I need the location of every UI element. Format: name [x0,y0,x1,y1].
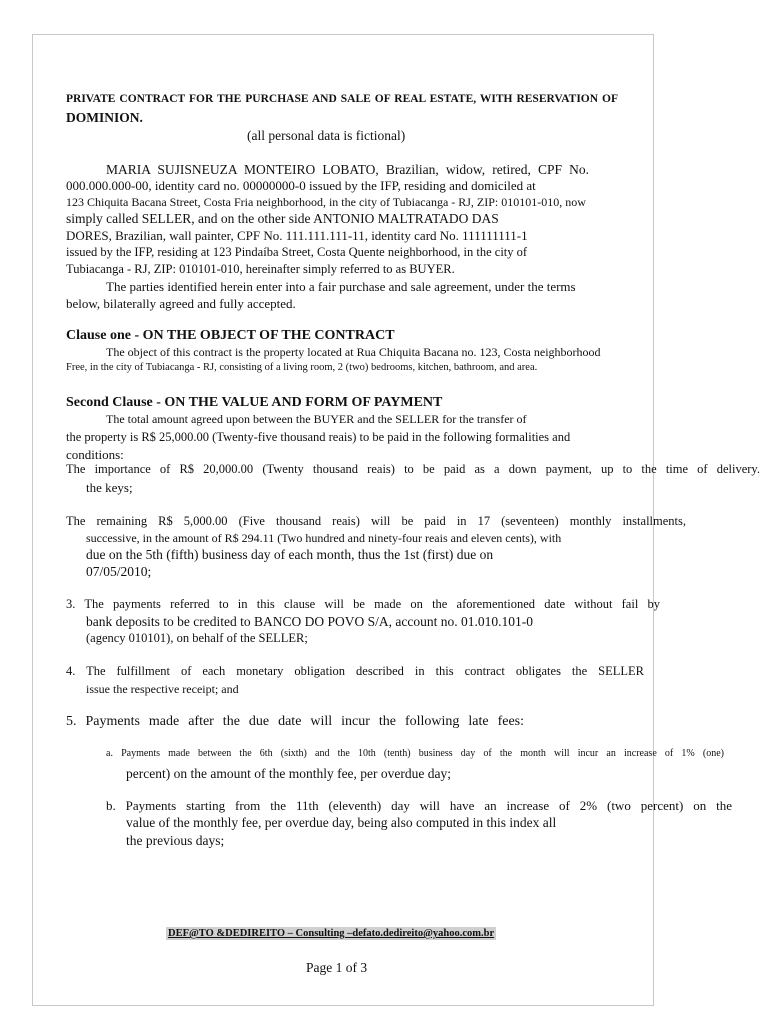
document-title: PRIVATE CONTRACT FOR THE PURCHASE AND SALE OF REAL ESTATE, WITH RESERVATION OF [66,93,618,105]
payment-item-2-line-3: due on the 5th (fifth) business day of each month, thus the 1st (first) due on [86,547,494,562]
payment-item-4-line-1: 4. The fulfillment of each monetary obligation described in this contract obligates the SELLER [66,664,644,678]
payment-item-3-line-2: bank deposits to be credited to BANCO DO POVO S/A, account no. 01.010.101-0 [86,614,533,629]
clause-two-line-2: the property is R$ 25,000.00 (Twenty-five thousand reais) to be paid in the following formalities and [66,430,571,444]
late-fee-b-line-1: b. Payments starting from the 11th (eleventh) day will have an increase of 2% (two percent) on the [106,798,732,813]
page-number: Page 1 of 3 [306,960,368,975]
payment-item-2-line-1: The remaining R$ 5,000.00 (Five thousand reais) will be paid in 17 (seventeen) monthly installments, [66,514,686,528]
clause-two-line-1: The total amount agreed upon between the BUYER and the SELLER for the transfer of [106,412,527,426]
parties-line-5: DORES, Brazilian, wall painter, CPF No. 111.111.111-11, identity card No. 111111111-1 [66,228,528,243]
fictional-note: (all personal data is fictional) [247,128,406,143]
late-fee-b-line-3: the previous days; [126,833,225,848]
clause-two-line-3: conditions: [66,447,124,462]
clause-two-heading: Second Clause - ON THE VALUE AND FORM OF PAYMENT [66,395,443,410]
payment-item-2-line-4: 07/05/2010; [86,564,152,579]
clause-one-heading: Clause one - ON THE OBJECT OF THE CONTRACT [66,328,395,343]
clause-one-line-2: Free, in the city of Tubiacanga - RJ, consisting of a living room, 2 (two) bedrooms, kitchen, bathroom, and area. [66,362,538,373]
late-fee-a-line-2: percent) on the amount of the monthly fee, per overdue day; [126,766,452,781]
footer-contact: DEF@TO &DEDIREITO – Consulting –defato.dedireito@yahoo.com.br [168,928,495,939]
parties-line-2: 000.000.000-00, identity card no. 00000000-0 issued by the IFP, residing and domiciled at [66,178,536,193]
late-fee-a-line-1: a. Payments made between the 6th (sixth) and the 10th (tenth) business day of the month will incur an increase of 1% (one) [106,748,724,759]
document-title-cont: DOMINION. [66,110,143,125]
parties-line-1: MARIA SUJISNEUZA MONTEIRO LOBATO, Brazilian, widow, retired, CPF No. [106,162,589,177]
clause-one-line-1: The object of this contract is the property located at Rua Chiquita Bacana no. 123, Costa neighborhood [106,345,601,359]
parties-line-7: Tubiacanga - RJ, ZIP: 010101-010, hereinafter simply referred to as BUYER. [66,262,455,276]
payment-item-4-line-2: issue the respective receipt; and [86,682,239,696]
payment-item-1-line-1: The importance of R$ 20,000.00 (Twenty thousand reais) to be paid as a down payment, up to the time of delivery. [66,462,760,476]
parties-line-9: below, bilaterally agreed and fully accepted. [66,296,296,311]
payment-item-1-line-2: the keys; [86,480,133,495]
parties-line-3: 123 Chiquita Bacana Street, Costa Fria neighborhood, in the city of Tubiacanga - RJ, ZIP: 010101-010, now [66,195,586,209]
parties-line-8: The parties identified herein enter into a fair purchase and sale agreement, under the terms [106,279,576,294]
payment-item-3-line-1: 3. The payments referred to in this clause will be made on the aforementioned date without fail by [66,597,660,611]
payment-item-5-line-1: 5. Payments made after the due date will incur the following late fees: [66,714,524,729]
parties-line-4: simply called SELLER, and on the other side ANTONIO MALTRATADO DAS [66,211,499,226]
late-fee-b-line-2: value of the monthly fee, per overdue day, being also computed in this index all [126,815,557,830]
parties-line-6: issued by the IFP, residing at 123 Pindaíba Street, Costa Quente neighborhood, in the city of [66,245,528,259]
payment-item-2-line-2: successive, in the amount of R$ 294.11 (Two hundred and ninety-four reais and eleven cents), with [86,531,562,545]
payment-item-3-line-3: (agency 010101), on behalf of the SELLER; [86,631,308,645]
